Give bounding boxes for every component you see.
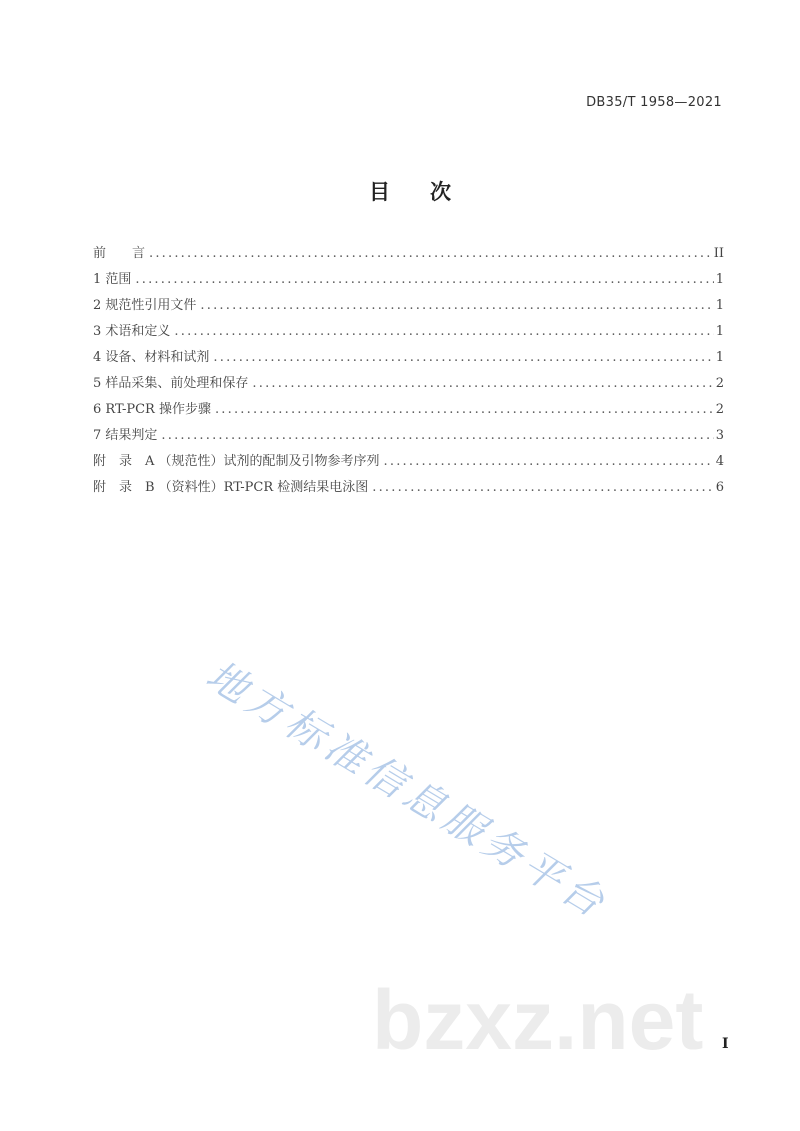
toc-entry[interactable] — [93, 372, 724, 398]
toc-entry[interactable] — [93, 398, 724, 424]
toc-entry[interactable] — [93, 346, 724, 372]
toc-entry-label: 1 范围 — [93, 272, 132, 287]
toc-leader-dots — [200, 298, 713, 313]
toc-entry[interactable] — [93, 450, 724, 476]
toc-entry-page: 1 — [715, 298, 724, 313]
toc-entry-label: 附 录 B （资料性）RT-PCR 检测结果电泳图 — [93, 480, 369, 495]
watermark-text: 地方标准信息服务平台 — [198, 652, 617, 929]
toc-entry-label: 2 规范性引用文件 — [93, 298, 197, 313]
toc-entry-label: 6 RT-PCR 操作步骤 — [93, 402, 211, 417]
toc-entry-label: 前 言 — [93, 246, 146, 261]
site-watermark: bzxz.net — [372, 973, 704, 1067]
toc-entry-page: 2 — [715, 376, 724, 391]
toc-entry-page: 1 — [715, 350, 724, 365]
toc-entry[interactable] — [93, 294, 724, 320]
toc-entry-label: 5 样品采集、前处理和保存 — [93, 376, 249, 391]
table-of-contents — [93, 242, 724, 502]
toc-entry-page: 4 — [715, 454, 724, 469]
toc-leader-dots — [149, 246, 712, 261]
document-code: DB35/T 1958—2021 — [586, 95, 722, 110]
page-number: I — [722, 1036, 729, 1052]
toc-entry-page: II — [713, 246, 724, 261]
toc-entry[interactable] — [93, 268, 724, 294]
toc-leader-dots — [174, 324, 713, 339]
toc-entry-label: 4 设备、材料和试剂 — [93, 350, 210, 365]
toc-entry-label: 3 术语和定义 — [93, 324, 171, 339]
toc-leader-dots — [252, 376, 713, 391]
toc-entry-page: 1 — [715, 272, 724, 287]
toc-leader-dots — [213, 350, 713, 365]
toc-entry-label: 附 录 A （规范性）试剂的配制及引物参考序列 — [93, 454, 380, 469]
title-char: 次 — [430, 180, 451, 204]
page-title — [0, 176, 800, 206]
toc-leader-dots — [215, 402, 714, 417]
title-char: 目 — [369, 180, 390, 204]
toc-leader-dots — [161, 428, 713, 443]
toc-entry[interactable] — [93, 476, 724, 502]
toc-entry[interactable] — [93, 424, 724, 450]
toc-entry-label: 7 结果判定 — [93, 428, 158, 443]
toc-leader-dots — [135, 272, 713, 287]
toc-entry-page: 1 — [715, 324, 724, 339]
toc-leader-dots — [372, 480, 713, 495]
toc-entry-page: 3 — [715, 428, 724, 443]
toc-leader-dots — [384, 454, 714, 469]
toc-entry[interactable] — [93, 320, 724, 346]
toc-entry-page: 2 — [715, 402, 724, 417]
toc-entry-page: 6 — [715, 480, 724, 495]
toc-entry[interactable] — [93, 242, 724, 268]
